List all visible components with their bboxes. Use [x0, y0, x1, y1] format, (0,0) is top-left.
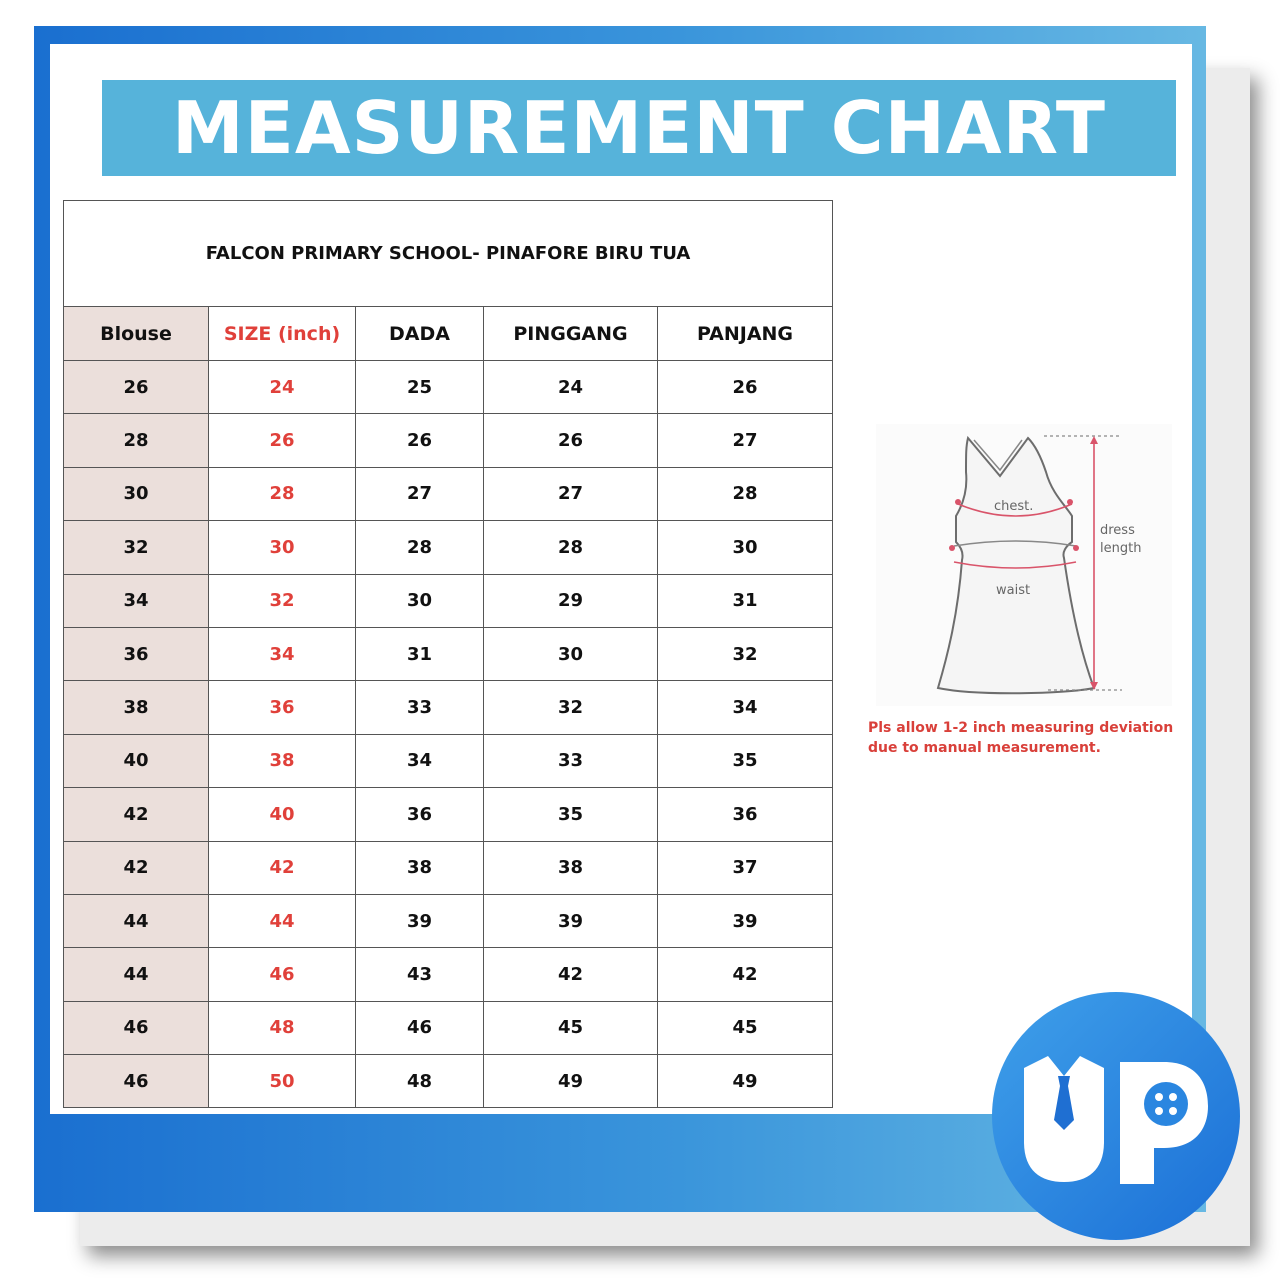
brand-logo [988, 988, 1244, 1244]
cell-size: 38 [209, 734, 356, 787]
cell-size: 30 [209, 521, 356, 574]
table-row [64, 627, 833, 680]
cell-blouse: 44 [64, 894, 209, 947]
cell-panjang: 42 [658, 948, 833, 1001]
cell-panjang: 32 [658, 627, 833, 680]
cell-blouse: 46 [64, 1055, 209, 1108]
table-row [64, 521, 833, 574]
cell-dada: 25 [356, 361, 484, 414]
cell-pinggang: 38 [484, 841, 658, 894]
cell-size: 26 [209, 414, 356, 467]
cell-blouse: 36 [64, 627, 209, 680]
cell-panjang: 39 [658, 894, 833, 947]
cell-panjang: 34 [658, 681, 833, 734]
cell-blouse: 40 [64, 734, 209, 787]
dress-illustration [876, 424, 1172, 706]
cell-pinggang: 26 [484, 414, 658, 467]
table-row [64, 894, 833, 947]
table-row [64, 1001, 833, 1054]
table-header-row [64, 307, 833, 361]
cell-panjang: 35 [658, 734, 833, 787]
table-row [64, 948, 833, 1001]
cell-panjang: 31 [658, 574, 833, 627]
cell-size: 36 [209, 681, 356, 734]
cell-pinggang: 32 [484, 681, 658, 734]
cell-pinggang: 49 [484, 1055, 658, 1108]
length-label-1: dress [1100, 523, 1135, 538]
table-row [64, 361, 833, 414]
header-panjang: PANJANG [658, 307, 833, 361]
cell-blouse: 26 [64, 361, 209, 414]
cell-size: 28 [209, 467, 356, 520]
page-title: MEASUREMENT CHART [172, 86, 1106, 170]
cell-blouse: 34 [64, 574, 209, 627]
cell-dada: 46 [356, 1001, 484, 1054]
cell-size: 46 [209, 948, 356, 1001]
measurement-table [63, 200, 833, 1108]
cell-size: 48 [209, 1001, 356, 1054]
cell-dada: 48 [356, 1055, 484, 1108]
cell-pinggang: 27 [484, 467, 658, 520]
header-pinggang: PINGGANG [484, 307, 658, 361]
cell-blouse: 42 [64, 841, 209, 894]
cell-panjang: 36 [658, 788, 833, 841]
cell-panjang: 30 [658, 521, 833, 574]
cell-size: 24 [209, 361, 356, 414]
cell-panjang: 37 [658, 841, 833, 894]
cell-size: 42 [209, 841, 356, 894]
cell-size: 40 [209, 788, 356, 841]
header-size: SIZE (inch) [209, 307, 356, 361]
cell-blouse: 42 [64, 788, 209, 841]
deviation-note: Pls allow 1-2 inch measuring deviation due to manual measurement. [868, 720, 1174, 756]
waist-label: waist [996, 583, 1031, 598]
cell-pinggang: 42 [484, 948, 658, 1001]
table-row [64, 841, 833, 894]
cell-pinggang: 39 [484, 894, 658, 947]
cell-dada: 30 [356, 574, 484, 627]
length-label-2: length [1100, 541, 1142, 556]
table-caption: FALCON PRIMARY SCHOOL- PINAFORE BIRU TUA [64, 201, 833, 307]
cell-panjang: 28 [658, 467, 833, 520]
cell-pinggang: 29 [484, 574, 658, 627]
cell-panjang: 27 [658, 414, 833, 467]
cell-pinggang: 35 [484, 788, 658, 841]
cell-blouse: 44 [64, 948, 209, 1001]
cell-pinggang: 24 [484, 361, 658, 414]
header-blouse: Blouse [64, 307, 209, 361]
table-row [64, 1055, 833, 1108]
cell-dada: 33 [356, 681, 484, 734]
cell-size: 44 [209, 894, 356, 947]
cell-size: 32 [209, 574, 356, 627]
cell-blouse: 30 [64, 467, 209, 520]
cell-pinggang: 28 [484, 521, 658, 574]
cell-size: 50 [209, 1055, 356, 1108]
cell-pinggang: 45 [484, 1001, 658, 1054]
cell-pinggang: 30 [484, 627, 658, 680]
cell-blouse: 46 [64, 1001, 209, 1054]
table-row [64, 467, 833, 520]
dress-diagram [876, 424, 1172, 706]
cell-panjang: 49 [658, 1055, 833, 1108]
cell-blouse: 28 [64, 414, 209, 467]
cell-blouse: 38 [64, 681, 209, 734]
table-row [64, 681, 833, 734]
cell-dada: 43 [356, 948, 484, 1001]
cell-dada: 39 [356, 894, 484, 947]
cell-dada: 31 [356, 627, 484, 680]
cell-panjang: 26 [658, 361, 833, 414]
title-banner [102, 80, 1176, 176]
cell-dada: 34 [356, 734, 484, 787]
table-row [64, 574, 833, 627]
header-dada: DADA [356, 307, 484, 361]
cell-dada: 28 [356, 521, 484, 574]
table-row [64, 788, 833, 841]
chest-label: chest. [994, 499, 1034, 514]
cell-blouse: 32 [64, 521, 209, 574]
cell-pinggang: 33 [484, 734, 658, 787]
cell-dada: 27 [356, 467, 484, 520]
cell-dada: 36 [356, 788, 484, 841]
cell-dada: 26 [356, 414, 484, 467]
table-row [64, 414, 833, 467]
cell-size: 34 [209, 627, 356, 680]
table-row [64, 734, 833, 787]
shirt-tie-button-logo-icon [988, 988, 1244, 1244]
cell-dada: 38 [356, 841, 484, 894]
cell-panjang: 45 [658, 1001, 833, 1054]
